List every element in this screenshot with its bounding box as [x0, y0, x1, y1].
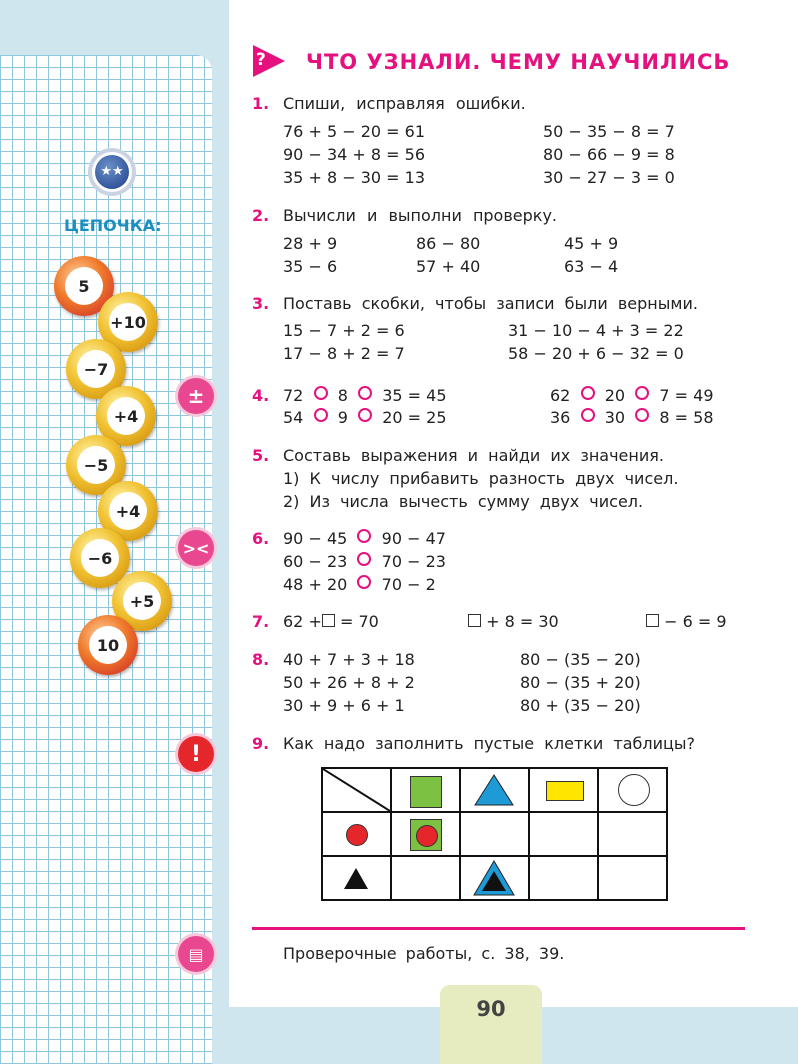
chain-coin: +10 [98, 292, 158, 352]
black-triangle [323, 857, 390, 899]
table-cell [391, 768, 460, 812]
task-number: 8. [252, 650, 270, 669]
table-cell [529, 856, 598, 900]
table-cell [598, 856, 667, 900]
expression: 30 + 9 + 6 + 1 [283, 696, 405, 715]
book-icon: ▤ [178, 936, 214, 972]
comparison-row: 54 9 20 = 25 [283, 408, 447, 427]
chain-coin: −6 [70, 528, 130, 588]
blank-circle [357, 552, 371, 566]
blank-circle [357, 575, 371, 589]
expression: 80 − 66 − 9 = 8 [543, 145, 675, 164]
task-number: 4. [252, 386, 270, 405]
blank-circle [358, 386, 372, 400]
table-cell [391, 856, 460, 900]
blank-circle [635, 386, 649, 400]
expression: 80 − (35 − 20) [520, 650, 641, 669]
table-cell [460, 856, 529, 900]
chain-coin: +5 [112, 571, 172, 631]
chain-coin: −7 [66, 339, 126, 399]
green-square [410, 776, 442, 808]
expression: 50 + 26 + 8 + 2 [283, 673, 415, 692]
blank-circle [581, 408, 595, 422]
blank-square [646, 614, 659, 627]
expression: 80 − (35 + 20) [520, 673, 641, 692]
blank-square [322, 614, 335, 627]
expression: 17 − 8 + 2 = 7 [283, 344, 405, 363]
expression: 35 − 6 [283, 257, 338, 276]
exclamation-icon: ! [178, 736, 214, 772]
task-number: 7. [252, 612, 270, 631]
task-number: 2. [252, 206, 270, 225]
task-number: 9. [252, 734, 270, 753]
footer-divider [252, 927, 745, 930]
task-text: Спиши, исправляя ошибки. [283, 94, 526, 113]
task-text: Поставь скобки, чтобы записи были верными. [283, 294, 698, 313]
chain-coin: 10 [78, 615, 138, 675]
yellow-rectangle [546, 781, 584, 801]
expression: 50 − 35 − 8 = 7 [543, 122, 675, 141]
blank-circle [635, 408, 649, 422]
table-cell [391, 812, 460, 856]
task-number: 6. [252, 529, 270, 548]
chain-coin: 5 [54, 256, 114, 316]
expression: 76 + 5 − 20 = 61 [283, 122, 425, 141]
task-number: 3. [252, 294, 270, 313]
task-line: 2) Из числа вычесть сумму двух чисел. [283, 492, 644, 511]
table-cell [460, 768, 529, 812]
table-cell [322, 812, 391, 856]
plus-minus-icon: ± [178, 378, 214, 414]
chain-coin: −5 [66, 435, 126, 495]
expression: 63 − 4 [564, 257, 619, 276]
expression: 30 − 27 − 3 = 0 [543, 168, 675, 187]
task-text: Вычисли и выполни проверку. [283, 206, 557, 225]
expression: 15 − 7 + 2 = 6 [283, 321, 405, 340]
blue-triangle [461, 769, 528, 811]
equation: + 8 = 30 [468, 612, 559, 631]
blank-circle [314, 408, 328, 422]
expression: 57 + 40 [416, 257, 481, 276]
equation: − 6 = 9 [646, 612, 727, 631]
task-number: 5. [252, 446, 270, 465]
table-cell [322, 768, 391, 812]
expression: 86 − 80 [416, 234, 481, 253]
question-icon [250, 42, 288, 80]
expression: 58 − 20 + 6 − 32 = 0 [508, 344, 684, 363]
task-text: Составь выражения и найди их значения. [283, 446, 664, 465]
expression: 35 + 8 − 30 = 13 [283, 168, 425, 187]
footer-reference: Проверочные работы, с. 38, 39. [283, 944, 565, 963]
chain-label: ЦЕПОЧКА: [64, 216, 162, 235]
page-title: ЧТО УЗНАЛИ. ЧЕМУ НАУЧИЛИСЬ [306, 50, 731, 74]
comparison-row: 72 8 35 = 45 [283, 386, 447, 405]
task-number: 1. [252, 94, 270, 113]
comparison-row: 48 + 20 70 − 2 [283, 575, 436, 594]
stars-icon: ★★ [92, 152, 132, 192]
white-circle [618, 774, 650, 806]
task-line: 1) К числу прибавить разность двух чисел. [283, 469, 679, 488]
shapes-table [321, 767, 668, 901]
chain-coin: +4 [96, 386, 156, 446]
expression: 45 + 9 [564, 234, 619, 253]
table-cell [529, 812, 598, 856]
comparison-row: 36 30 8 = 58 [550, 408, 714, 427]
question-mark: ? [256, 50, 266, 70]
expression: 31 − 10 − 4 + 3 = 22 [508, 321, 684, 340]
table-cell [460, 812, 529, 856]
table-cell [322, 856, 391, 900]
page-number: 90 [476, 997, 506, 1021]
comparison-row: 62 20 7 = 49 [550, 386, 714, 405]
table-cell [529, 768, 598, 812]
chain-coin: +4 [98, 481, 158, 541]
blank-circle [357, 529, 371, 543]
blank-circle [314, 386, 328, 400]
comparison-row: 90 − 45 90 − 47 [283, 529, 446, 548]
expression: 80 + (35 − 20) [520, 696, 641, 715]
expression: 90 − 34 + 8 = 56 [283, 145, 425, 164]
comparison-row: 60 − 23 70 − 23 [283, 552, 446, 571]
table-cell [598, 812, 667, 856]
table-cell [598, 768, 667, 812]
red-circle [346, 824, 368, 846]
expression: 28 + 9 [283, 234, 338, 253]
equation: 62 + = 70 [283, 612, 379, 631]
blank-circle [581, 386, 595, 400]
task-text: Как надо заполнить пустые клетки таблицы? [283, 734, 696, 753]
green-square-with-red-circle [410, 819, 442, 851]
compare-icon: >< [178, 530, 214, 566]
blue-triangle-with-black-triangle [461, 857, 528, 899]
expression: 40 + 7 + 3 + 18 [283, 650, 415, 669]
blank-square [468, 614, 481, 627]
blank-circle [358, 408, 372, 422]
